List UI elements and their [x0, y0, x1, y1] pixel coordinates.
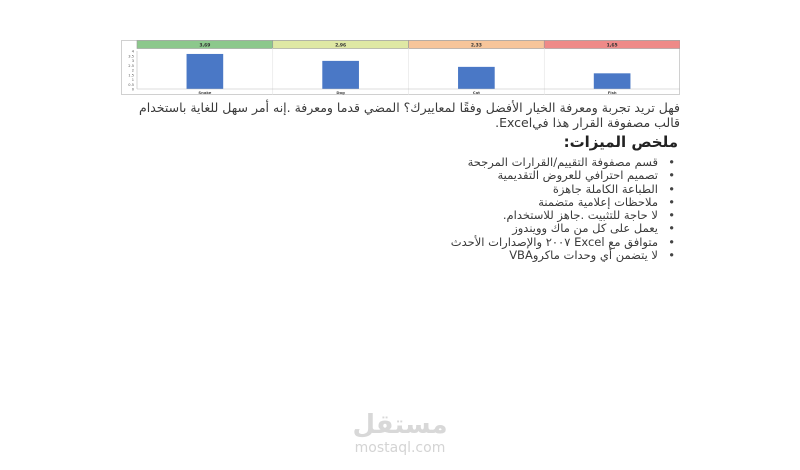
y-tick-label: 3 [131, 59, 134, 63]
feature-item [120, 248, 675, 263]
category-label: Cat [472, 90, 480, 95]
feature-item [120, 155, 675, 169]
feature-text: متوافق مع Excel ٢٠٠٧ والإصدارات الأحدث [450, 234, 658, 249]
feature-item [120, 181, 675, 196]
bullet-icon: • [668, 168, 675, 183]
y-tick-label: 2.5 [128, 63, 134, 68]
decision-matrix-chart [121, 40, 680, 95]
bullet-icon: • [668, 208, 675, 223]
bullet-icon: • [668, 248, 675, 263]
header-value-label: 2,33 [470, 43, 482, 49]
features-list [120, 155, 675, 263]
header-value-label: 1,65 [606, 43, 618, 49]
bar [187, 54, 224, 89]
y-tick-label: 0 [131, 87, 134, 92]
chart-canvas [121, 40, 680, 95]
y-tick-label: 0.5 [128, 82, 134, 87]
feature-text: لا يتضمن أي وحدات ماكروVBA [509, 248, 658, 263]
bar [458, 67, 495, 89]
bar [322, 61, 359, 89]
watermark-latin: mostaql.com [354, 440, 446, 456]
feature-item [120, 168, 675, 183]
feature-item [120, 208, 675, 223]
category-label: Dog [336, 90, 345, 95]
feature-item [120, 221, 675, 236]
feature-text: ملاحظات إعلامية متضمنة [538, 194, 658, 209]
bullet-icon: • [668, 194, 675, 209]
bar [594, 73, 631, 89]
feature-text: يعمل على كل من ماك وويندوز [512, 221, 658, 236]
y-tick-label: 2 [131, 68, 134, 73]
intro-paragraph: فهل تريد تجربة ومعرفة الخيار الأفضل وفقًا لمعاييرك؟ المضي قدما ومعرفة .إنه أمر سهل للغاية باستخدام قالب مصفوفة القرار هذا فيExcel. [138, 100, 680, 130]
bullet-icon: • [668, 181, 675, 196]
y-tick-label: 3.5 [128, 54, 134, 59]
bullet-icon: • [668, 234, 675, 249]
bullet-icon: • [668, 155, 675, 169]
y-tick-label: 4 [131, 49, 134, 54]
features-heading: ملخص الميزات: [563, 133, 678, 151]
feature-text: تصميم احترافي للعروض التقديمية [497, 168, 658, 183]
header-value-label: 2,96 [335, 43, 347, 49]
header-value-label: 3,69 [199, 43, 211, 49]
y-tick-label: 1 [131, 78, 134, 82]
y-tick-label: 1.5 [128, 73, 134, 78]
bullet-icon: • [668, 221, 675, 236]
watermark-arabic: مستقل [352, 410, 448, 440]
category-label: Snake [198, 90, 212, 95]
feature-text: قسم مصفوفة التقييم/القرارات المرجحة [467, 155, 658, 169]
mostaql-watermark-logo [340, 410, 460, 456]
feature-text: الطباعة الكاملة جاهزة [552, 181, 658, 196]
feature-text: لا حاجة للتثبيت .جاهز للاستخدام. [502, 208, 658, 223]
feature-item [120, 194, 675, 209]
category-label: Fish [607, 90, 617, 95]
